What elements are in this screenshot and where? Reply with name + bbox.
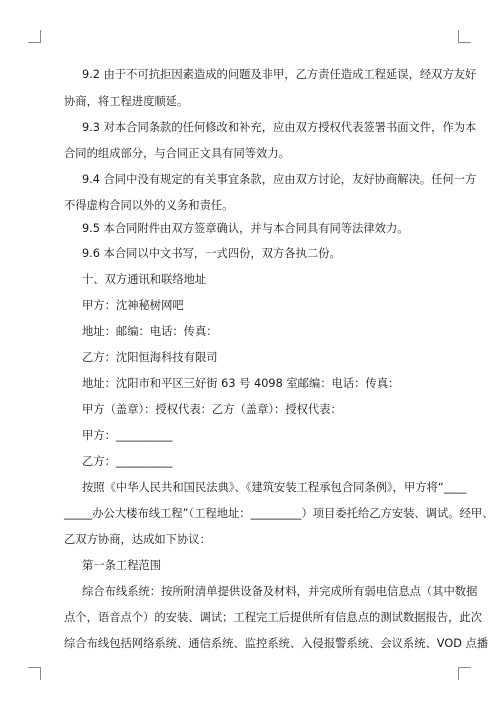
article-1-heading: 第一条工程范围	[82, 559, 162, 572]
clause-9-3-line-2: 合同的组成部分，与合同正文具有同等效力。	[64, 147, 290, 160]
preamble-line-3: 乙双方协商，达成如下协议：	[64, 533, 211, 546]
scope-line-2: 点个，语音点个）的安装、调试；工程完工后提供所有信息点的测试数据报告，此次	[64, 611, 482, 624]
section-10-heading: 十、双方通讯和联络地址	[82, 273, 207, 286]
preamble-line-2: _____办公大楼布线工程”（工程地址：_________）项目委托给乙方安装、调试。经甲、	[64, 507, 494, 520]
clause-9-2-line-2: 协商，将工程进度顺延。	[64, 95, 189, 108]
preamble-line-1: 按照《中华人民共和国民法典》、《建筑安装工程承包合同条例》，甲方将“____	[82, 481, 467, 494]
party-a-address: 地址：邮编：电话：传真：	[82, 325, 218, 338]
scope-line-3: 综合布线包括网络系统、通信系统、监控系统、入侵报警系统、会议系统、VOD 点播	[64, 637, 489, 650]
seal-line: 甲方（盖章）：授权代表：乙方（盖章）：授权代表：	[82, 403, 342, 416]
clause-9-4-line-1: 9.4 合同中没有规定的有关事宜条款，应由双方讨论，友好协商解决。任何一方	[82, 173, 477, 186]
party-a-name: 甲方：沈神秘树网吧	[82, 299, 184, 312]
clause-9-2-line-1: 9.2 由于不可抗拒因素造成的问题及非甲，乙方责任造成工程延误，经双方友好	[82, 68, 477, 81]
party-b-address: 地址：沈阳市和平区三好街 63 号 4098 室邮编：电话：传真：	[82, 377, 400, 390]
clause-9-3-line-1: 9.3 对本合同条款的任何修改和补充，应由双方授权代表签署书面文件，作为本	[82, 121, 477, 134]
scope-line-1: 综合布线系统：按所附清单提供设备及材料，并完成所有弱电信息点（其中数据	[82, 585, 478, 598]
clause-9-6: 9.6 本合同以中文书写，一式四份，双方各执二份。	[82, 247, 341, 260]
clause-9-5: 9.5 本合同附件由双方签章确认，并与本合同具有同等法律效力。	[82, 222, 409, 235]
party-b-name: 乙方：沈阳恒海科技有限司	[82, 351, 218, 364]
party-b-signature: 乙方：__________	[82, 455, 173, 468]
clause-9-4-line-2: 不得虚构合同以外的义务和责任。	[64, 199, 234, 212]
party-a-signature: 甲方：__________	[82, 429, 173, 442]
